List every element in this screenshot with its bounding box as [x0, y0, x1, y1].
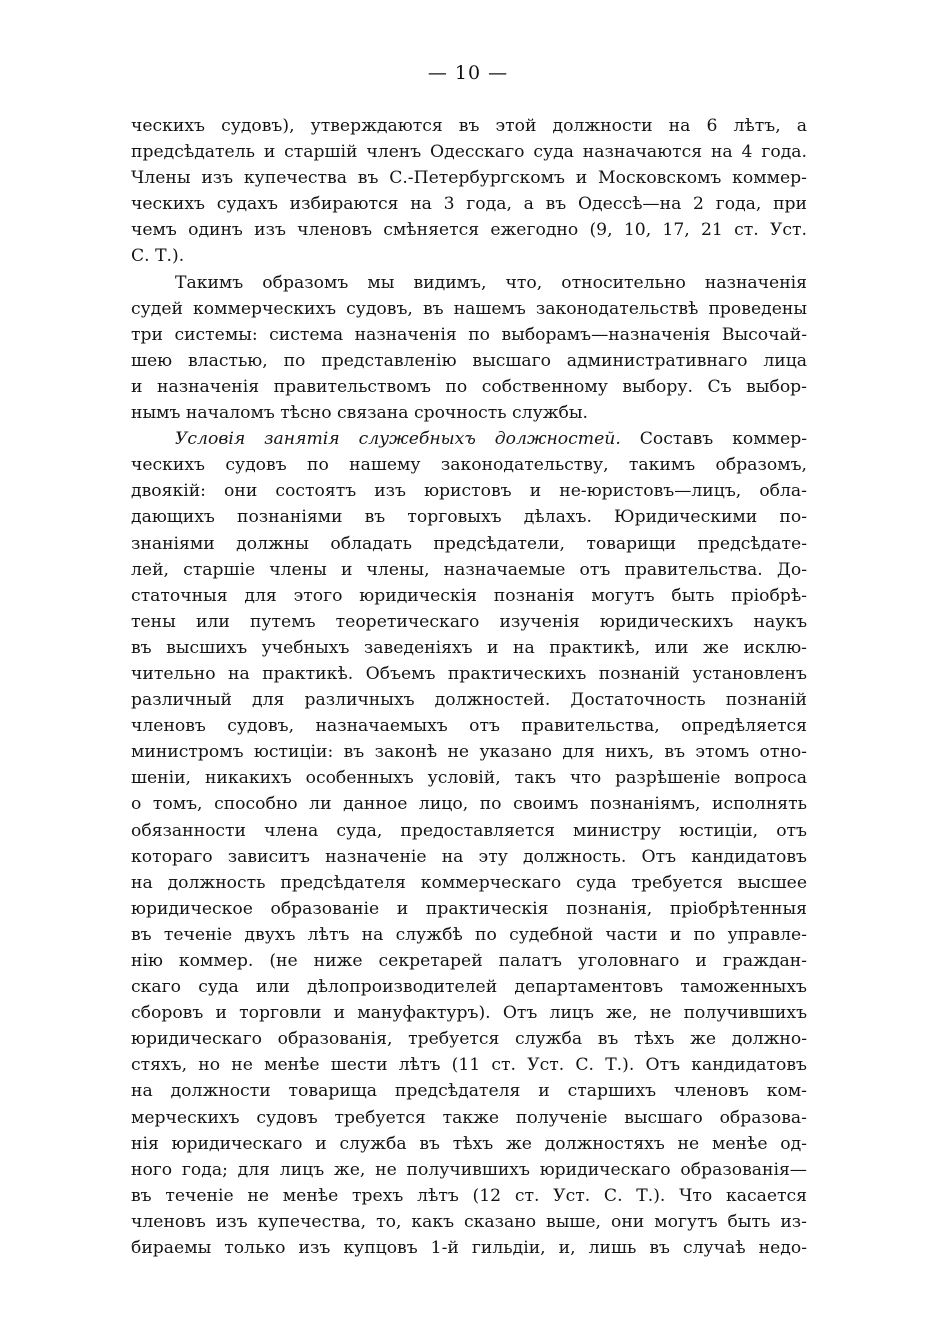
text-line: чительно на практикѣ. Объемъ практическихъ познаній установленъ — [131, 663, 807, 684]
text-line: Такимъ образомъ мы видимъ, что, относительно назначенія — [175, 272, 807, 293]
text-line: двоякій: они состоятъ изъ юристовъ и не-юристовъ—лицъ, обла- — [131, 481, 807, 502]
text-line-rest: Составъ коммер- — [639, 429, 807, 450]
text-line: шеніи, никакихъ особенныхъ условій, такъ что разрѣшеніе вопроса — [131, 768, 807, 789]
text-line: ческихъ судовъ по нашему законодательству, такимъ образомъ, — [131, 455, 807, 476]
text-line: нія юридическаго и служба въ тѣхъ же должностяхъ не менѣе од- — [131, 1133, 807, 1154]
text-line: о томъ, способно ли данное лицо, по своимъ познаніямъ, исполнять — [131, 794, 807, 815]
text-line: министромъ юстиціи: въ законѣ не указано для нихъ, въ этомъ отно- — [131, 742, 807, 763]
text-line: чемъ одинъ изъ членовъ смѣняется ежегодно (9, 10, 17, 21 ст. Уст. — [131, 220, 807, 241]
text-line: ного года; для лицъ же, не получившихъ юридическаго образованія— — [131, 1159, 807, 1180]
text-line: мерческихъ судовъ требуется также полученіе высшаго образова- — [131, 1107, 807, 1128]
text-line: лей, старшіе члены и члены, назначаемые отъ правительства. До- — [131, 559, 807, 580]
text-line: стяхъ, но не менѣе шести лѣтъ (11 ст. Уст. С. Т.). Отъ кандидатовъ — [131, 1055, 807, 1076]
text-line: котораго зависитъ назначеніе на эту должность. Отъ кандидатовъ — [131, 846, 807, 867]
paragraph-3 — [131, 426, 807, 1261]
text-line: сборовъ и торговли и мануфактуръ). Отъ лицъ же, не получившихъ — [131, 1003, 807, 1024]
text-line: С. Т.). — [131, 246, 185, 267]
text-line: ческихъ судовъ), утверждаются въ этой должности на 6 лѣтъ, а — [131, 116, 807, 136]
page-number: — 10 — — [427, 62, 509, 84]
text-line: различный для различныхъ должностей. Достаточность познаній — [131, 690, 807, 711]
text-line: обязанности члена суда, предоставляется министру юстиціи, отъ — [131, 820, 807, 841]
text-line: на должность предсѣдателя коммерческаго суда требуется высшее — [131, 872, 807, 893]
text-line: въ теченіе двухъ лѣтъ на службѣ по судебной части и по управле- — [131, 924, 807, 945]
text-line: тены или путемъ теоретическаго изученія юридическихъ наукъ — [131, 611, 807, 632]
text-line: и назначенія правительствомъ по собственному выбору. Съ выбор- — [131, 376, 807, 397]
text-line: предсѣдатель и старшій членъ Одесскаго суда назначаются на 4 года. — [131, 142, 807, 163]
text-line: юридическое образованіе и практическія познанія, пріобрѣтенныя — [131, 898, 807, 919]
text-line-with-heading — [131, 426, 807, 452]
section-heading: Условія занятія служебныхъ должностей. — [175, 429, 621, 450]
text-line: въ теченіе не менѣе трехъ лѣтъ (12 ст. Уст. С. Т.). Что касается — [131, 1185, 807, 1206]
text-line: шею властью, по представленію высшаго административнаго лица — [131, 350, 807, 371]
paragraph-1 — [131, 113, 807, 270]
text-line: въ высшихъ учебныхъ заведеніяхъ и на практикѣ, или же исклю- — [131, 637, 807, 658]
text-line: скаго суда или дѣлопроизводителей департаментовъ таможенныхъ — [131, 977, 807, 998]
text-line: Члены изъ купечества въ С.-Петербургскомъ и Московскомъ коммер- — [131, 168, 807, 189]
text-line: ческихъ судахъ избираются на 3 года, а въ Одессѣ—на 2 года, при — [131, 194, 807, 215]
text-line: нію коммер. (не ниже секретарей палатъ уголовнаго и граждан- — [131, 951, 807, 971]
text-line: членовъ судовъ, назначаемыхъ отъ правительства, опредѣляется — [131, 716, 807, 737]
text-line: бираемы только изъ купцовъ 1-й гильдіи, и, лишь въ случаѣ недо- — [131, 1238, 807, 1259]
text-line: судей коммерческихъ судовъ, въ нашемъ законодательствѣ проведены — [131, 298, 807, 319]
text-line: дающихъ познаніями въ торговыхъ дѣлахъ. Юридическими по- — [131, 507, 807, 528]
text-line: нымъ началомъ тѣсно связана срочность службы. — [131, 403, 589, 424]
text-line: юридическаго образованія, требуется служба въ тѣхъ же должно- — [131, 1029, 807, 1050]
text-line: знаніями должны обладать предсѣдатели, товарищи предсѣдате- — [131, 533, 807, 554]
text-line: членовъ изъ купечества, то, какъ сказано выше, они могутъ быть из- — [131, 1211, 807, 1232]
body-text — [131, 113, 807, 1261]
text-line: на должности товарища предсѣдателя и старшихъ членовъ ком- — [131, 1081, 807, 1102]
paragraph-2 — [131, 270, 807, 427]
text-line: статочныя для этого юридическія познанія могутъ быть пріобрѣ- — [131, 585, 807, 606]
text-line: три системы: система назначенія по выборамъ—назначенія Высочай- — [131, 324, 807, 345]
